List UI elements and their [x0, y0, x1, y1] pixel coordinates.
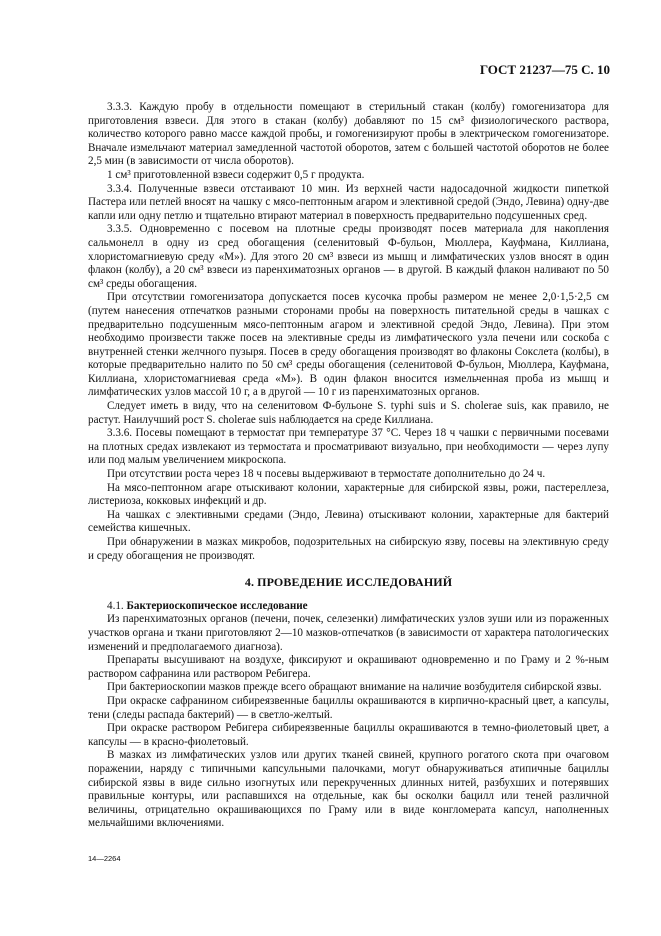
paragraphs-top [88, 101, 609, 563]
paragraph: При окраске сафранином сибиреязвенные бациллы окрашиваются в кирпично-красный цвет, а капсулы, тени (следы распада бактерий) — в светло-желтый. [88, 694, 609, 721]
paragraph: Из паренхиматозных органов (печени, почек, селезенки) лимфатических узлов зуши или из пораженных участков органа и ткани приготовляют 2—10 мазков-отпечатков (в зависимости от характера патологических изменений и предполагаемого диагноза). [88, 613, 609, 653]
page-header: ГОСТ 21237—75 С. 10 [479, 62, 610, 77]
paragraph: На мясо-пептонном агаре отыскивают колонии, характерные для сибирской язвы, рожи, пастереллеза, листериоза, кокковых инфекций и др. [88, 481, 609, 508]
paragraph: 3.3.3. Каждую пробу в отдельности помещают в стерильный стакан (колбу) гомогенизатора для приготовления взвеси. Для этого в стакан (колбу) добавляют по 15 см³ физиологического раствора, количество которого равно массе каждой пробы, и гомогенизируют пробы в электрическом гомогенизаторе. Вначале измельчают материал замедленной частотой оборотов, затем с большей частотой оборотов не более 2,5 мин (в зависимости от числа оборотов). [88, 101, 609, 168]
subsection-title: Бактериоскопическое исследование [126, 599, 308, 612]
subsection-number: 4.1. [107, 599, 124, 612]
paragraph: При отсутствии роста через 18 ч посевы выдерживают в термостате дополнительно до 24 ч. [107, 468, 546, 481]
paragraphs-bottom [88, 613, 609, 831]
paragraph: В мазках из лимфатических узлов или других тканей свиней, крупного рогатого скота при очаговом поражении, наряду с типичными капсульными палочками, могут обнаруживаться атипичные бациллы сибирской язвы в виде сильно изогнутых или перекрученных длинных нитей, разбухших и потерявших правильные контуры, или распавшихся на отдельные, как бы осколки бацилл или теней различной величины, отрицательно окрашивающихся по Граму или в виде конгломерата капсул, наполненных мельчайшими включениями. [88, 749, 609, 830]
paragraph: На чашках с элективными средами (Эндо, Левина) отыскивают колонии, характерные для бактерий семейства кишечных. [88, 508, 609, 535]
paragraph: При окраске раствором Ребигера сибиреязвенные бациллы окрашиваются в темно-фиолетовый цвет, а капсулы — в красно-фиолетовый. [88, 722, 609, 748]
paragraph: При отсутствии гомогенизатора допускается посев кусочка пробы размером не менее 2,0·1,5·2,5 см (путем нанесения отпечатков разными сторонами пробы на поверхность питательной среды в чашках с предварительно подсушенным мясо-пептонным агаром и элективной средой Эндо, Левина). При этом необходимо произвести также посев на элективные среды из лимфатического узла печени или соскоба с внутренней стенки желчного пузыря. Посев в среду обогащения производят во флаконы Сокслета (колбы), в которые предварительно налито по 50 см³ среды обогащения (селенитовой Ф-бульон, Мюллера, Кауфмана, Киллиана, хлористомагниевая среда «М»). В один флакон вносится измельченная проба из мышц и лимфатических узлов массой 10 г, а в другой — 10 г из паренхиматозных органов. [88, 291, 609, 399]
subsection-heading [88, 600, 609, 614]
paragraph: При бактериоскопии мазков прежде всего обращают внимание на наличие возбудителя сибирской язвы. [107, 681, 602, 694]
paragraph: 3.3.4. Полученные взвеси отстаивают 10 мин. Из верхней части надосадочной жидкости пипеткой Пастера или петлей вносят на чашку с мясо-пептонным агаром и элективной средой (Эндо, Левина) одну-две капли или одну петлю и тщательно втирают материал в поверхность предварительно подсушенных сред. [88, 182, 609, 222]
paragraph: 3.3.5. Одновременно с посевом на плотные среды производят посев материала для накопления сальмонелл в одну из сред обогащения (селенитовый Ф-бульон, Мюллера, Кауфмана, Киллиана, хлористомагниевую среду «М»). Для этого 20 см³ взвеси из мышц и лимфатических узлов вносят в один флакон (колбу), а 20 см³ взвеси из паренхиматозных органов — в другой. В каждый флакон наливают по 50 см³ среды обогащения. [88, 223, 609, 290]
section-heading: 4. ПРОВЕДЕНИЕ ИССЛЕДОВАНИЙ [244, 575, 453, 590]
paragraph: Препараты высушивают на воздухе, фиксируют и окрашивают одновременно и по Граму и 2 %-ным раствором сафранина или раствором Ребигера. [88, 654, 609, 680]
paragraph: 3.3.6. Посевы помещают в термостат при температуре 37 °С. Через 18 ч чашки с первичными посевами на плотных средах извлекают из термостата и просматривают визуально, при необходимости — через лупу или под малым увеличением микроскопа. [88, 427, 609, 467]
paragraph: При обнаружении в мазках микробов, подозрительных на сибирскую язву, посевы на элективную среду и среду обогащения не производят. [88, 536, 609, 562]
paragraph: 1 см³ приготовленной взвеси содержит 0,5 г продукта. [107, 168, 365, 181]
paragraph: Следует иметь в виду, что на селенитовом Ф-бульоне S. typhi suis и S. cholerae suis, как правило, не растут. Наилучший рост S. cholerae suis наблюдается на среде Киллиана. [88, 400, 609, 426]
document-body [88, 101, 609, 831]
page-footer-code: 14—2264 [88, 854, 121, 863]
